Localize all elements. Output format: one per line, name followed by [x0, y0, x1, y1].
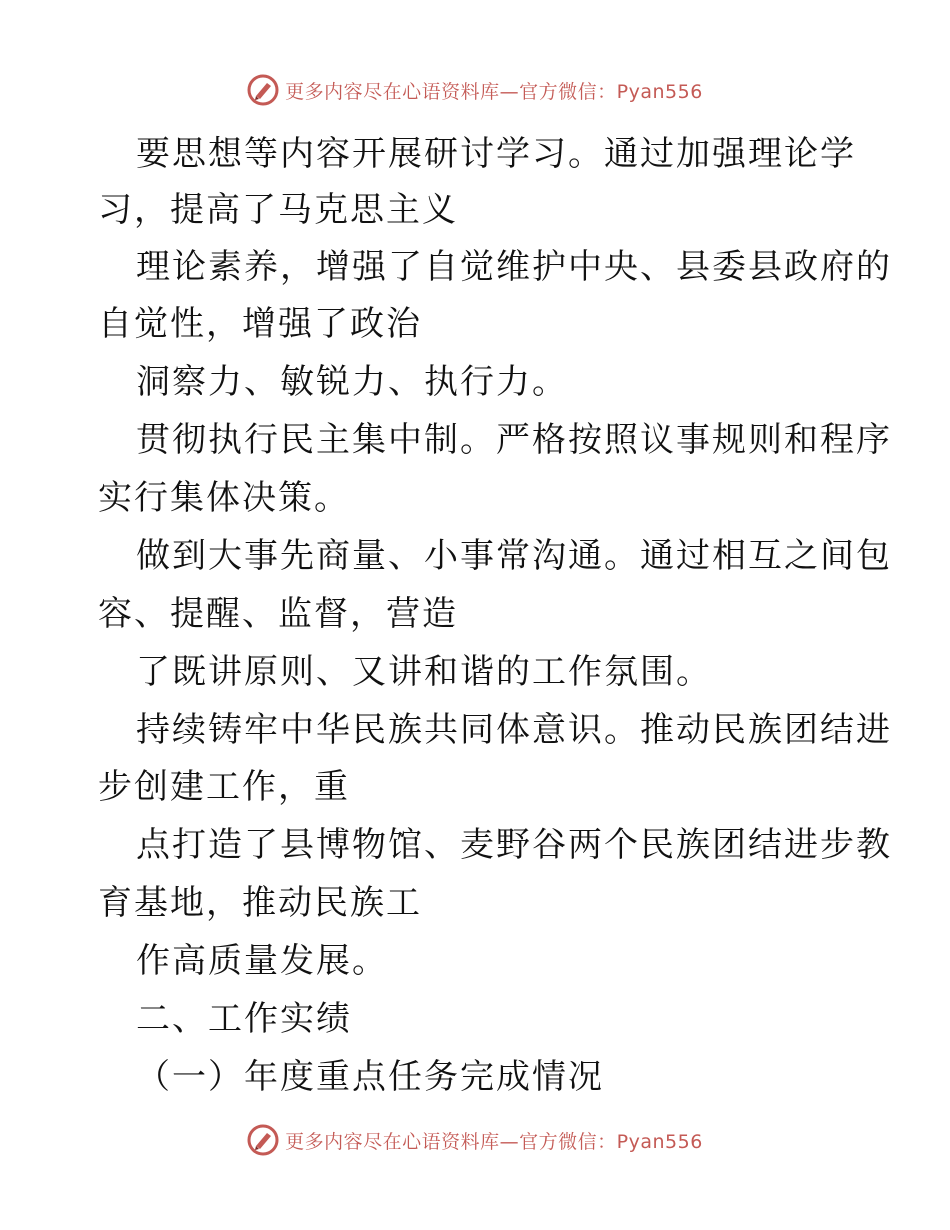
footer-watermark — [0, 1120, 950, 1160]
paragraph-line: 贯彻执行民主集中制。严格按照议事规则和程序 — [136, 420, 892, 460]
subsection-heading: （一）年度重点任务完成情况 — [136, 1057, 604, 1097]
paragraph-line: 点打造了县博物馆、麦野谷两个民族团结进步教 — [136, 825, 892, 865]
paragraph-line: 步创建工作，重 — [98, 767, 350, 807]
paragraph-line: 自觉性，增强了政治 — [98, 304, 422, 344]
header-watermark — [0, 70, 950, 110]
paragraph-line: 作高质量发展。 — [136, 941, 388, 981]
paragraph-line: 洞察力、敏锐力、执行力。 — [136, 362, 568, 402]
header-watermark-text: 更多内容尽在心语资料库—官方微信：Pyan556 — [285, 80, 703, 103]
pen-logo-icon — [247, 1124, 279, 1156]
section-heading: 二、工作实绩 — [136, 999, 352, 1039]
paragraph-line: 理论素养，增强了自觉维护中央、县委县政府的 — [136, 247, 892, 287]
paragraph-line: 育基地，推动民族工 — [98, 883, 422, 923]
paragraph-line: 容、提醒、监督，营造 — [98, 594, 458, 634]
paragraph-line: 持续铸牢中华民族共同体意识。推动民族团结进 — [136, 710, 892, 750]
pen-logo-icon — [247, 74, 279, 106]
paragraph-line: 要思想等内容开展研讨学习。通过加强理论学 — [136, 134, 856, 174]
paragraph-line: 实行集体决策。 — [98, 478, 350, 518]
paragraph-line: 习，提高了马克思主义 — [98, 190, 458, 230]
paragraph-line: 做到大事先商量、小事常沟通。通过相互之间包 — [136, 536, 892, 576]
paragraph-line: 了既讲原则、又讲和谐的工作氛围。 — [136, 652, 712, 692]
footer-watermark-text: 更多内容尽在心语资料库—官方微信：Pyan556 — [285, 1130, 703, 1153]
